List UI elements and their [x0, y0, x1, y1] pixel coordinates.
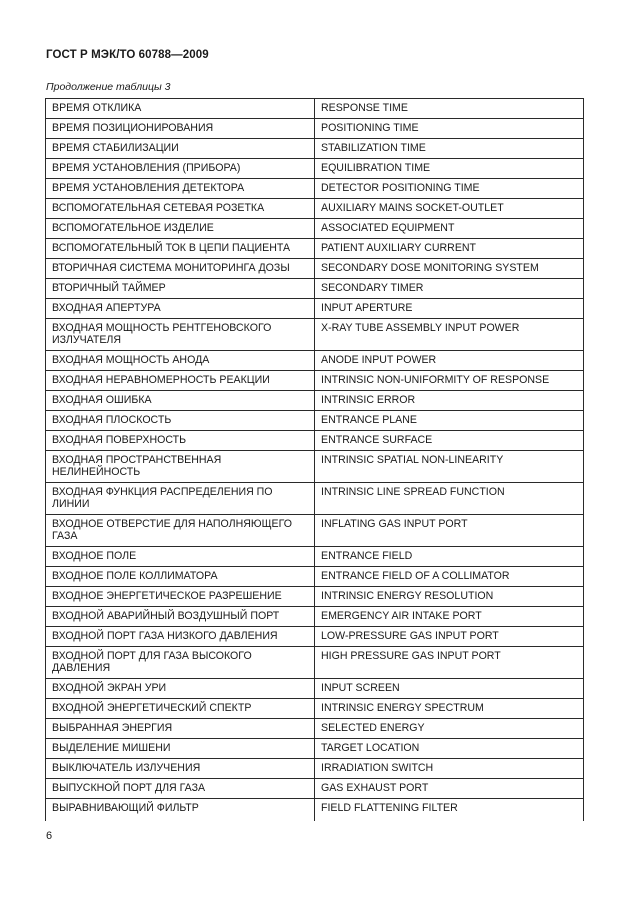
term-ru: ВХОДНОЙ ЭНЕРГЕТИЧЕСКИЙ СПЕКТР	[46, 699, 315, 719]
table-row	[46, 483, 584, 515]
table-row	[46, 391, 584, 411]
term-en: POSITIONING TIME	[315, 119, 584, 139]
table-row	[46, 159, 584, 179]
table-row	[46, 239, 584, 259]
table-row	[46, 259, 584, 279]
term-ru: ВРЕМЯ СТАБИЛИЗАЦИИ	[46, 139, 315, 159]
table-row	[46, 139, 584, 159]
term-ru: ВХОДНОЙ АВАРИЙНЫЙ ВОЗДУШНЫЙ ПОРТ	[46, 607, 315, 627]
table-row	[46, 199, 584, 219]
table-row	[46, 679, 584, 699]
term-ru: ВХОДНОЙ ЭКРАН УРИ	[46, 679, 315, 699]
term-en: GAS EXHAUST PORT	[315, 779, 584, 799]
table-row	[46, 279, 584, 299]
term-ru: ВЫРАВНИВАЮЩИЙ ФИЛЬТР	[46, 799, 315, 822]
term-en: X-RAY TUBE ASSEMBLY INPUT POWER	[315, 319, 584, 351]
term-ru: ВХОДНАЯ НЕРАВНОМЕРНОСТЬ РЕАКЦИИ	[46, 371, 315, 391]
table-row	[46, 779, 584, 799]
term-en: STABILIZATION TIME	[315, 139, 584, 159]
table-row	[46, 547, 584, 567]
table-row	[46, 351, 584, 371]
term-en: ENTRANCE PLANE	[315, 411, 584, 431]
document-header: ГОСТ Р МЭК/ТО 60788—2009	[46, 49, 209, 61]
term-ru: ВТОРИЧНАЯ СИСТЕМА МОНИТОРИНГА ДОЗЫ	[46, 259, 315, 279]
term-en: INTRINSIC NON-UNIFORMITY OF RESPONSE	[315, 371, 584, 391]
term-ru: ВХОДНОЙ ПОРТ ДЛЯ ГАЗА ВЫСОКОГО ДАВЛЕНИЯ	[46, 647, 315, 679]
term-ru: ВХОДНАЯ МОЩНОСТЬ АНОДА	[46, 351, 315, 371]
term-ru: ВХОДНОЕ ПОЛЕ	[46, 547, 315, 567]
term-ru: ВХОДНАЯ ПОВЕРХНОСТЬ	[46, 431, 315, 451]
table-caption: Продолжение таблицы 3	[46, 81, 171, 93]
term-en: SECONDARY TIMER	[315, 279, 584, 299]
term-ru: ВЫПУСКНОЙ ПОРТ ДЛЯ ГАЗА	[46, 779, 315, 799]
table-row	[46, 739, 584, 759]
term-ru: ВЫБРАННАЯ ЭНЕРГИЯ	[46, 719, 315, 739]
table-row	[46, 759, 584, 779]
term-en: INFLATING GAS INPUT PORT	[315, 515, 584, 547]
table-row	[46, 515, 584, 547]
term-ru: ВХОДНОЕ ОТВЕРСТИЕ ДЛЯ НАПОЛНЯЮЩЕГО ГАЗА	[46, 515, 315, 547]
term-ru: ВХОДНАЯ ОШИБКА	[46, 391, 315, 411]
term-ru: ВЫКЛЮЧАТЕЛЬ ИЗЛУЧЕНИЯ	[46, 759, 315, 779]
table-row	[46, 451, 584, 483]
table-row	[46, 431, 584, 451]
term-ru: ВХОДНАЯ МОЩНОСТЬ РЕНТГЕНОВСКОГО ИЗЛУЧАТЕЛЯ	[46, 319, 315, 351]
table-row	[46, 799, 584, 822]
term-en: INTRINSIC SPATIAL NON-LINEARITY	[315, 451, 584, 483]
table-row	[46, 587, 584, 607]
term-en: SECONDARY DOSE MONITORING SYSTEM	[315, 259, 584, 279]
term-ru: ВРЕМЯ УСТАНОВЛЕНИЯ ДЕТЕКТОРА	[46, 179, 315, 199]
table-row	[46, 119, 584, 139]
term-en: SELECTED ENERGY	[315, 719, 584, 739]
term-en: INPUT APERTURE	[315, 299, 584, 319]
term-en: DETECTOR POSITIONING TIME	[315, 179, 584, 199]
term-ru: ВСПОМОГАТЕЛЬНАЯ СЕТЕВАЯ РОЗЕТКА	[46, 199, 315, 219]
term-ru: ВХОДНАЯ ПРОСТРАНСТВЕННАЯ НЕЛИНЕЙНОСТЬ	[46, 451, 315, 483]
term-en: ANODE INPUT POWER	[315, 351, 584, 371]
term-en: TARGET LOCATION	[315, 739, 584, 759]
term-en: ASSOCIATED EQUIPMENT	[315, 219, 584, 239]
term-en: INTRINSIC ERROR	[315, 391, 584, 411]
table-row	[46, 99, 584, 119]
term-ru: ВХОДНОЕ ЭНЕРГЕТИЧЕСКОЕ РАЗРЕШЕНИЕ	[46, 587, 315, 607]
terms-table-body	[46, 99, 584, 822]
term-en: HIGH PRESSURE GAS INPUT PORT	[315, 647, 584, 679]
term-ru: ВТОРИЧНЫЙ ТАЙМЕР	[46, 279, 315, 299]
term-ru: ВСПОМОГАТЕЛЬНЫЙ ТОК В ЦЕПИ ПАЦИЕНТА	[46, 239, 315, 259]
term-en: INTRINSIC LINE SPREAD FUNCTION	[315, 483, 584, 515]
term-ru: ВХОДНАЯ ФУНКЦИЯ РАСПРЕДЕЛЕНИЯ ПО ЛИНИИ	[46, 483, 315, 515]
term-ru: ВРЕМЯ ОТКЛИКА	[46, 99, 315, 119]
term-ru: ВСПОМОГАТЕЛЬНОЕ ИЗДЕЛИЕ	[46, 219, 315, 239]
term-en: LOW-PRESSURE GAS INPUT PORT	[315, 627, 584, 647]
term-ru: ВЫДЕЛЕНИЕ МИШЕНИ	[46, 739, 315, 759]
term-en: EMERGENCY AIR INTAKE PORT	[315, 607, 584, 627]
term-ru: ВРЕМЯ УСТАНОВЛЕНИЯ (ПРИБОРА)	[46, 159, 315, 179]
term-en: INTRINSIC ENERGY RESOLUTION	[315, 587, 584, 607]
term-ru: ВХОДНАЯ АПЕРТУРА	[46, 299, 315, 319]
term-en: EQUILIBRATION TIME	[315, 159, 584, 179]
term-ru: ВХОДНОЕ ПОЛЕ КОЛЛИМАТОРА	[46, 567, 315, 587]
term-en: AUXILIARY MAINS SOCKET-OUTLET	[315, 199, 584, 219]
table-row	[46, 627, 584, 647]
table-row	[46, 219, 584, 239]
table-row	[46, 411, 584, 431]
term-en: ENTRANCE FIELD OF A COLLIMATOR	[315, 567, 584, 587]
term-en: INPUT SCREEN	[315, 679, 584, 699]
term-ru: ВХОДНОЙ ПОРТ ГАЗА НИЗКОГО ДАВЛЕНИЯ	[46, 627, 315, 647]
term-ru: ВХОДНАЯ ПЛОСКОСТЬ	[46, 411, 315, 431]
page-number: 6	[46, 830, 53, 842]
term-en: INTRINSIC ENERGY SPECTRUM	[315, 699, 584, 719]
term-en: IRRADIATION SWITCH	[315, 759, 584, 779]
term-en: RESPONSE TIME	[315, 99, 584, 119]
table-row	[46, 371, 584, 391]
term-ru: ВРЕМЯ ПОЗИЦИОНИРОВАНИЯ	[46, 119, 315, 139]
term-en: PATIENT AUXILIARY CURRENT	[315, 239, 584, 259]
table-row	[46, 179, 584, 199]
table-row	[46, 299, 584, 319]
terms-table	[45, 98, 584, 821]
table-row	[46, 607, 584, 627]
table-row	[46, 567, 584, 587]
table-row	[46, 647, 584, 679]
table-row	[46, 319, 584, 351]
term-en: ENTRANCE SURFACE	[315, 431, 584, 451]
table-row	[46, 699, 584, 719]
table-row	[46, 719, 584, 739]
term-en: ENTRANCE FIELD	[315, 547, 584, 567]
term-en: FIELD FLATTENING FILTER	[315, 799, 584, 822]
